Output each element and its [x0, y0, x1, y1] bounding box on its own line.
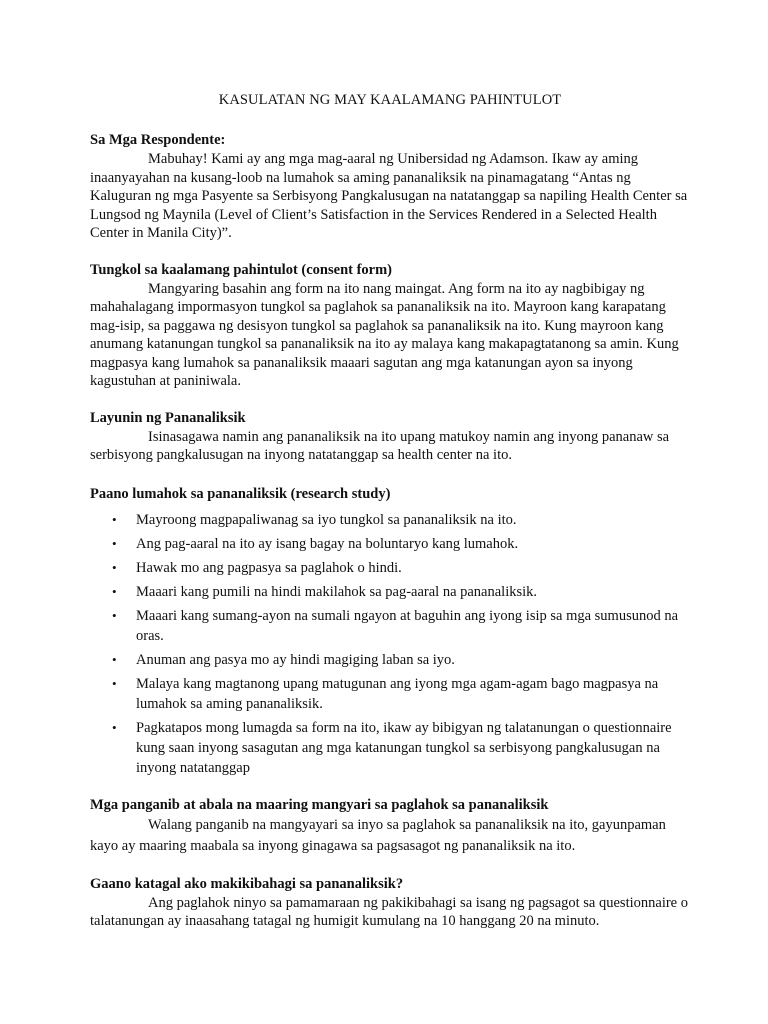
bullet-icon: • — [112, 719, 117, 735]
bullet-icon: • — [112, 607, 117, 623]
section-paragraph: Isinasagawa namin ang pananaliksik na ito upang matukoy namin ang inyong pananaw sa serbisyong pangkalusugan na inyong natatanggap sa health center na ito. — [90, 428, 670, 463]
section-heading: Tungkol sa kaalamang pahintulot (consent form) — [90, 261, 393, 278]
bullet-icon: • — [112, 559, 117, 575]
list-item-text: Ang pag-aaral na ito ay isang bagay na boluntaryo kang lumahok. — [136, 535, 519, 552]
section-risks — [90, 796, 690, 857]
bullet-icon: • — [112, 535, 117, 551]
list-item-text: Mayroong magpapaliwanag sa iyo tungkol sa pananaliksik na ito. — [136, 511, 517, 528]
list-item — [90, 558, 690, 578]
consent-document — [90, 92, 690, 949]
section-paragraph: Mabuhay! Kami ay ang mga mag-aaral ng Unibersidad ng Adamson. Ikaw ay aming inaanyayahan na kusang-loob na lumahok sa aming pananaliksik na pinamagatang “Antas ng Kaluguran ng mga Pasyente sa Serbisyong Pangkalusugan na natatanggap sa napiling Health Center sa Lungsod ng Maynila (Level of Client’s Satisfaction in the Services Rendered in a Selected Health Center in Manila City)”. — [90, 151, 688, 241]
section-duration — [90, 875, 690, 931]
list-item — [90, 582, 690, 602]
list-item-text: Hawak mo ang pagpasya sa paglahok o hindi. — [136, 559, 402, 576]
section-heading: Sa Mga Respondente: — [90, 132, 226, 148]
list-item — [90, 650, 690, 670]
section-paragraph: Ang paglahok ninyo sa pamamaraan ng pakikibahagi sa isang ng pagsagot sa questionnaire o talatanungan ay inaasahang tatagal ng humigit kumulang na 10 hanggang 20 na minuto. — [90, 894, 688, 929]
list-item — [90, 674, 690, 714]
section-heading: Gaano katagal ako makikibahagi sa pananaliksik? — [90, 875, 404, 892]
section-how-to-participate — [90, 485, 690, 778]
section-consent-form — [90, 261, 690, 391]
section-heading: Mga panganib at abala na maaring mangyari sa paglahok sa pananaliksik — [90, 796, 549, 813]
list-item-text: Malaya kang magtanong upang matugunan ang iyong mga agam-agam bago magpasya na lumahok sa aming pananaliksik. — [136, 675, 659, 712]
document-title: KASULATAN NG MAY KAALAMANG PAHINTULOT — [218, 92, 562, 108]
section-heading: Layunin ng Pananaliksik — [90, 409, 246, 426]
bullet-list — [90, 510, 690, 778]
bullet-icon: • — [112, 651, 117, 667]
section-paragraph: Mangyaring basahin ang form na ito nang maingat. Ang form na ito ay nagbibigay ng mahahalagang impormasyon tungkol sa paglahok sa pananaliksik na ito. Mayroon kang karapatang mag-isip, sa paggawa ng desisyon tungkol sa paglahok sa pananaliksik na ito. Kung mayroon kang anumang katanungan tungkol sa pananaliksik na ito ay malaya kang makapagtatanong sa amin. Kung magpasya kang lumahok sa pananaliksik maaari sagutan ang mga katanungan ayon sa inyong kagustuhan at paniniwala. — [90, 280, 679, 389]
section-purpose — [90, 409, 690, 465]
section-heading: Paano lumahok sa pananaliksik (research study) — [90, 485, 391, 502]
list-item — [90, 606, 690, 646]
list-item-text: Anuman ang pasya mo ay hindi magiging laban sa iyo. — [136, 651, 455, 668]
bullet-icon: • — [112, 583, 117, 599]
bullet-icon: • — [112, 675, 117, 691]
section-respondents — [90, 131, 690, 243]
list-item — [90, 718, 690, 778]
list-item — [90, 534, 690, 554]
list-item-text: Maaari kang pumili na hindi makilahok sa pag-aaral na pananaliksik. — [136, 583, 538, 600]
list-item-text: Pagkatapos mong lumagda sa form na ito, ikaw ay bibigyan ng talatanungan o questionnaire kung saan inyong sasagutan ang mga katanungan tungkol sa serbisyong pangkalusugan na inyong natatanggap — [136, 719, 672, 776]
list-item — [90, 510, 690, 530]
list-item-text: Maaari kang sumang-ayon na sumali ngayon at baguhin ang iyong isip sa mga sumusunod na oras. — [136, 607, 679, 644]
section-paragraph: Walang panganib na mangyayari sa inyo sa paglahok sa pananaliksik na ito, gayunpaman kayo ay maaring maabala sa inyong ginagawa sa pagsasagot ng pananaliksik na ito. — [90, 816, 666, 854]
bullet-icon: • — [112, 511, 117, 527]
